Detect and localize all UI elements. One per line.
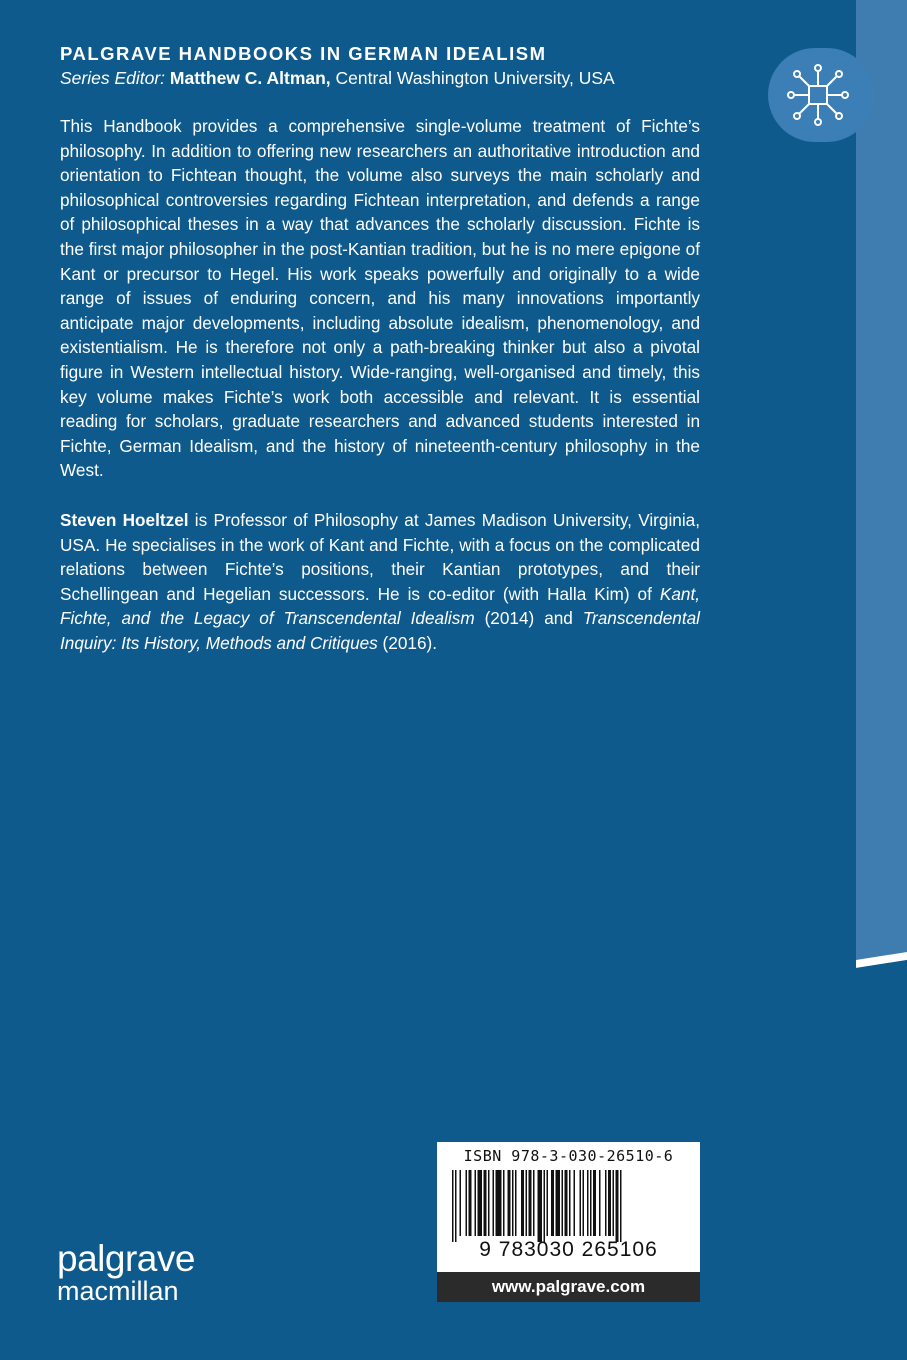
series-editor-label: Series Editor:	[60, 68, 166, 88]
barcode-bar	[556, 1170, 561, 1236]
barcode-bar	[538, 1170, 543, 1242]
barcode-block	[437, 1142, 700, 1302]
spine-edge-band	[856, 0, 907, 960]
barcode-bar	[562, 1170, 564, 1236]
publisher-name-line-1: palgrave	[57, 1238, 195, 1279]
barcode-bar	[515, 1170, 517, 1236]
spine-edge-stripe	[856, 948, 907, 978]
barcode-bar	[616, 1170, 619, 1242]
barcode-bar	[620, 1170, 622, 1242]
series-title: PALGRAVE HANDBOOKS IN GERMAN IDEALISM	[60, 43, 547, 64]
barcode-bar	[608, 1170, 611, 1236]
barcode-bar	[478, 1170, 483, 1236]
barcode-bar	[496, 1170, 502, 1236]
barcode-bar	[512, 1170, 514, 1236]
barcode-bar	[544, 1170, 546, 1242]
barcode-bar	[533, 1170, 535, 1236]
barcode-bar	[565, 1170, 568, 1236]
book-title-1: Kant, Fichte, and the Legacy of Transcendental Idealism	[60, 583, 700, 629]
author-name: Steven Hoeltzel	[60, 510, 189, 530]
book-description: This Handbook provides a comprehensive single-volume treatment of Fichte’s philosophy. In addition to offering new researchers an authoritative introduction and orientation to Fichtean thought, the volume also surveys the main scholarly and philosophical controversies regarding Fichtean interpretation, and defends a range of philosophical theses in a way that advances the scholarly discussion. Fichte is the first major philosopher in the post-Kantian tradition, but he is no mere epigone of Kant or precursor to Hegel. His work speaks powerfully and originally to a wide range of issues of enduring concern, and his many innovations importantly anticipate major developments, including absolute idealism, phenomenology, and existentialism. He is therefore not only a path-breaking thinker but also a pivotal figure in Western intellectual history. Wide-ranging, well-organised and timely, this key volume makes Fichte’s work both accessible and relevant. It is essential reading for scholars, graduate researchers and advanced students interested in Fichte, German Idealism, and the history of nineteenth-century philosophy in the West.	[60, 116, 700, 481]
barcode-bar	[484, 1170, 487, 1236]
author-bio-text-2: (2014) and	[474, 608, 583, 629]
barcode-bar	[583, 1170, 585, 1236]
barcode-bar	[452, 1170, 454, 1242]
palgrave-network-icon	[780, 57, 856, 133]
barcode-bar	[587, 1170, 589, 1236]
palgrave-logo-badge	[768, 48, 874, 142]
barcode-bar	[503, 1170, 505, 1236]
barcode-bar	[460, 1170, 462, 1236]
barcode-bar	[569, 1170, 571, 1236]
series-editor-line	[60, 68, 615, 89]
barcode-bar	[547, 1170, 549, 1236]
barcode-bar	[493, 1170, 495, 1236]
barcode-bar	[580, 1170, 582, 1236]
barcode-bar	[475, 1170, 477, 1236]
barcode-bar	[521, 1170, 524, 1236]
barcode-bar	[551, 1170, 554, 1236]
barcode-bar	[590, 1170, 592, 1236]
barcode-bar	[526, 1170, 528, 1236]
barcode-bar	[605, 1170, 607, 1236]
barcode-bars	[450, 1170, 687, 1242]
barcode-bar	[455, 1170, 457, 1242]
publisher-url[interactable]: www.palgrave.com	[437, 1272, 700, 1302]
isbn-label: ISBN 978-3-030-26510-6	[463, 1147, 674, 1165]
barcode-bar	[466, 1170, 468, 1236]
publisher-name-line-2: macmillan	[57, 1276, 179, 1306]
publisher-logo	[57, 1240, 195, 1305]
barcode-bar	[488, 1170, 490, 1236]
barcode-bar	[613, 1170, 615, 1236]
barcode-bar	[508, 1170, 511, 1236]
barcode-bar	[593, 1170, 596, 1236]
barcode-bar	[599, 1170, 601, 1236]
barcode-bar	[574, 1170, 576, 1236]
barcode-bar	[469, 1170, 472, 1236]
barcode-bar	[529, 1170, 532, 1236]
author-bio-text-3: (2016).	[377, 632, 438, 653]
author-bio-text-1: is Professor of Philosophy at James Madison University, Virginia, USA. He specialises in the work of Kant and Fichte, with a focus on the complicated relations between Fichte’s positions, their Kantian prototypes, and their Schellingean and Hegelian successors. He is co-editor (with Halla Kim) of	[60, 510, 700, 604]
series-editor-name: Matthew C. Altman,	[169, 68, 331, 88]
barcode-digits: 9 783030 265106	[479, 1238, 658, 1261]
series-editor-affiliation: Central Washington University, USA	[335, 68, 615, 88]
author-bio	[60, 508, 700, 656]
book-title-2: Transcendental Inquiry: Its History, Methods and Critiques	[60, 608, 700, 653]
